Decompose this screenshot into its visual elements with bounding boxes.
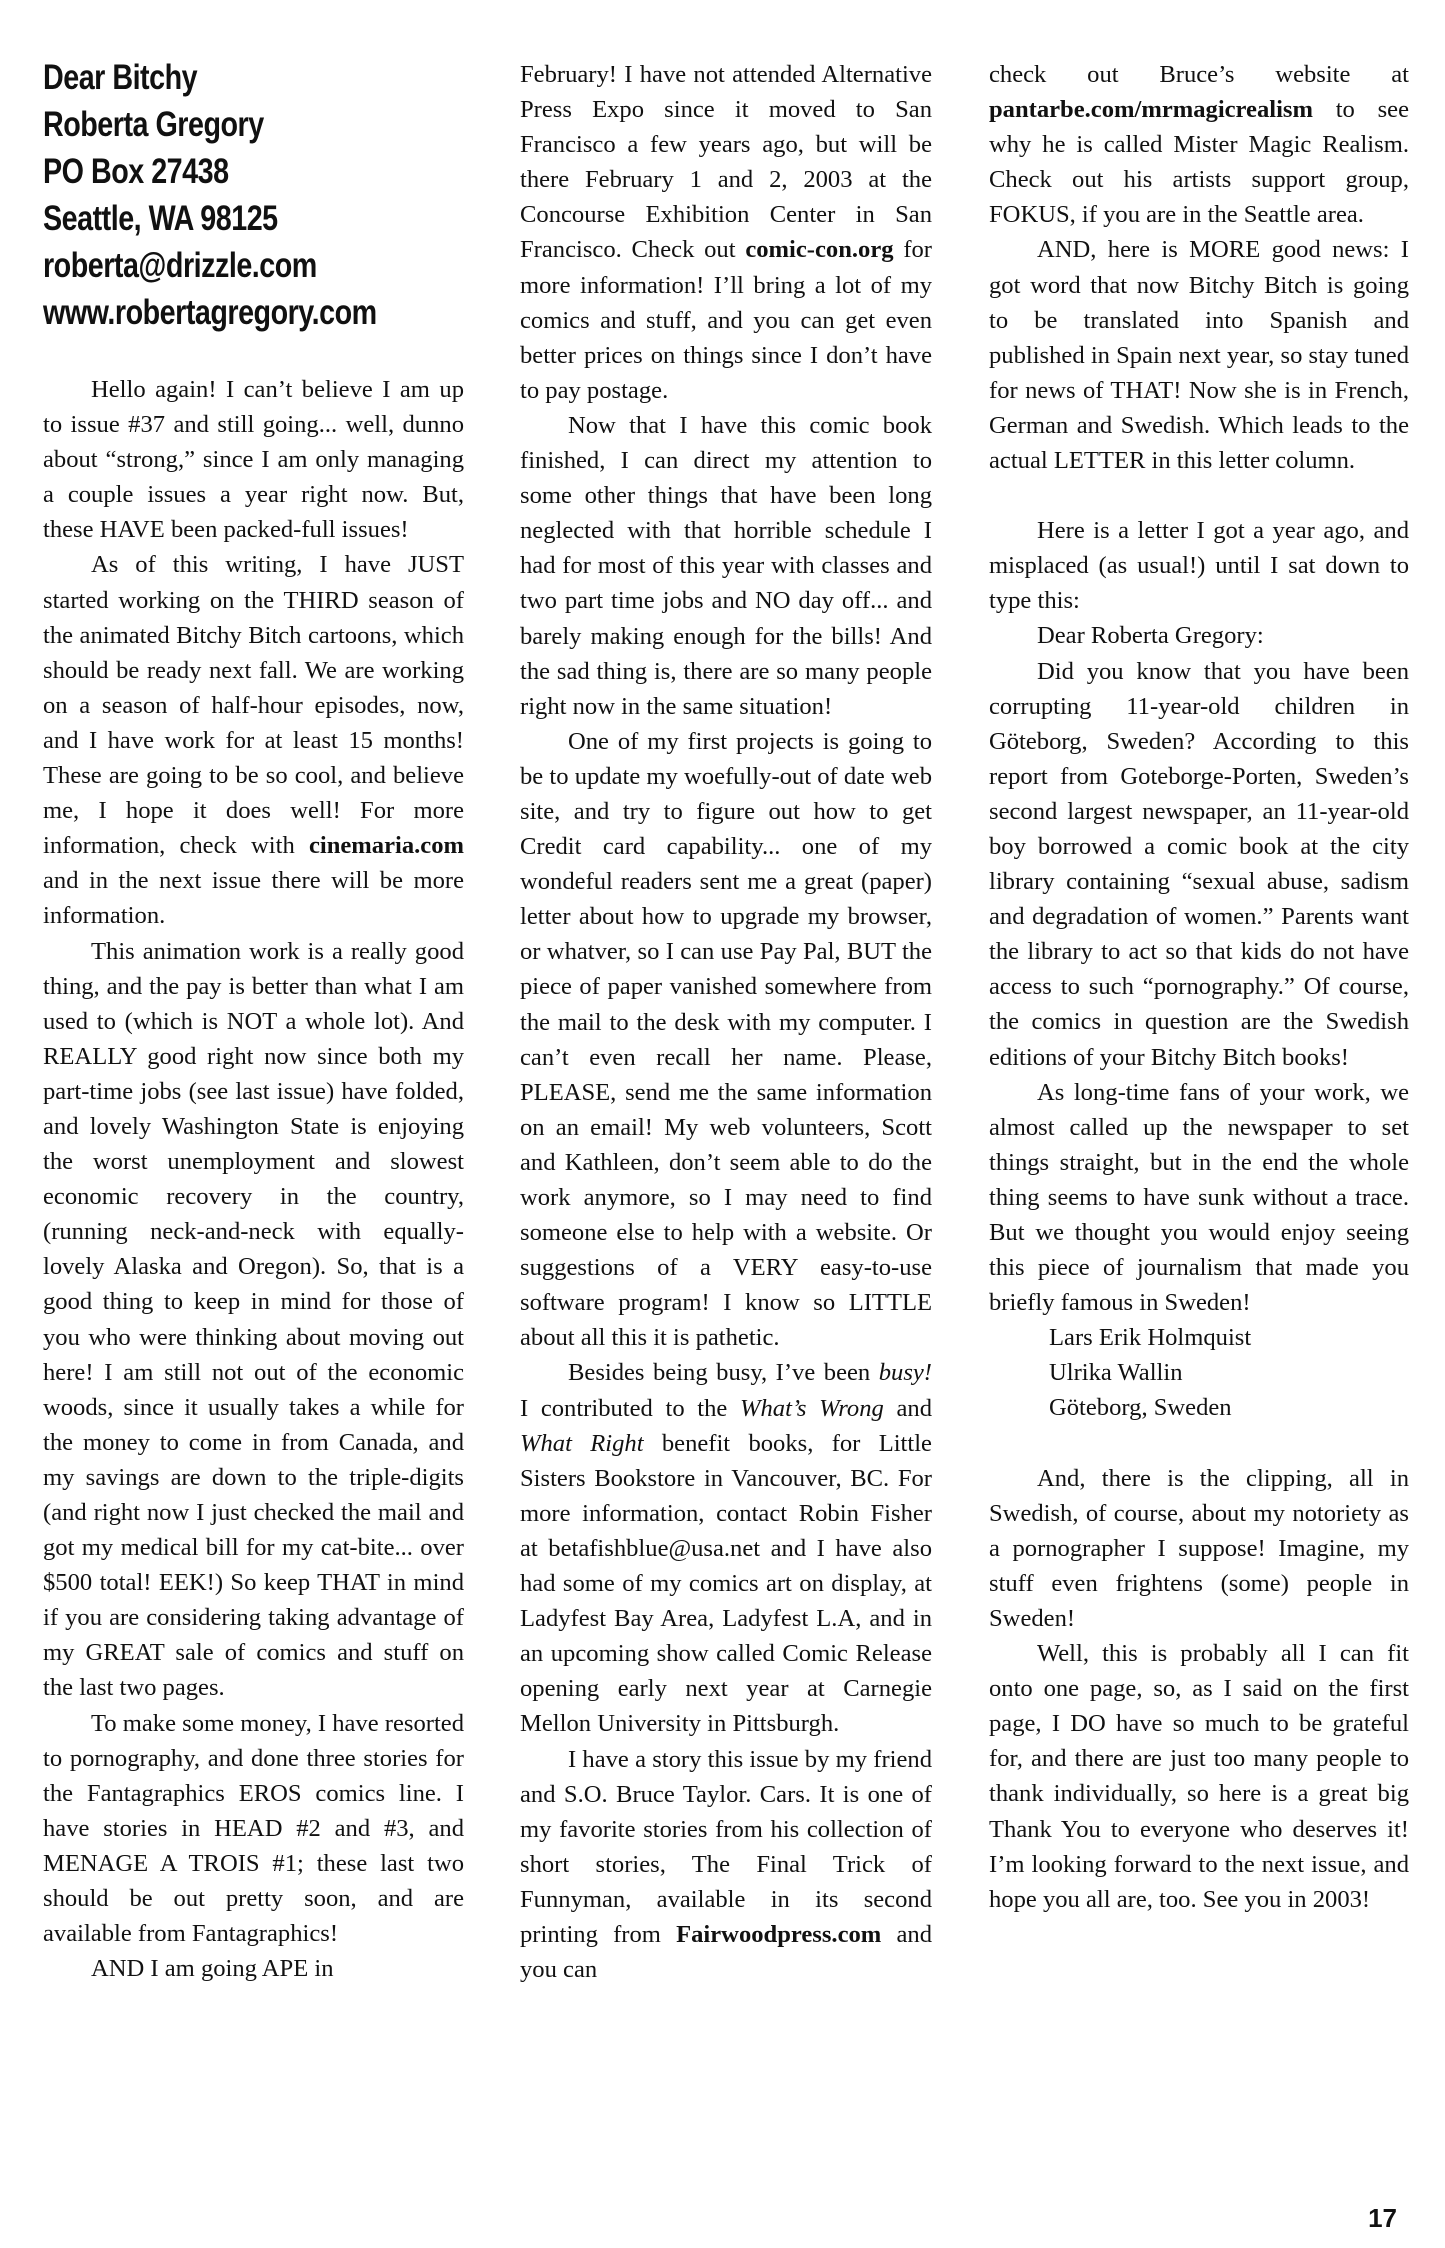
link-comic-con: comic-con.org [745,236,894,264]
address-website: www.robertagregory.com [43,293,377,332]
letter-paragraph: As long-time fans of your work, we almost called up the newspaper to set things straight, but in the end the whole thing seems to have sunk without a trace. But we thought you would enjoy seeing this piece of journalism that made you briefly famous in Sweden! [989,1078,1409,1317]
paragraph: I have a story this issue by my friend and S.O. Bruce Taylor. Cars. It is one of my favorite stories from his collection of short stories, The Final Trick of Funnyman, available in its second printing from Fairwoodpress.com and you can [520,1745,932,1984]
address-email: roberta@drizzle.com [43,246,317,285]
paragraph: And, there is the clipping, all in Swedish, of course, about my notoriety as a pornographer I suppose! Imagine, my stuff even frightens (some) people in Sweden! [989,1464,1409,1632]
letter-salutation: Dear Roberta Gregory: [1037,622,1264,650]
paragraph: Hello again! I can’t believe I am up to issue #37 and still going... well, dunno about “strong,” since I am only managing a couple issues a year right now. But, these HAVE been packed-full issues! [43,376,464,544]
address-line-salutation: Dear Bitchy [43,58,198,97]
paragraph: Now that I have this comic book finished, I can direct my attention to some other things that have been long neglected with that horrible schedule I had for most of this year with classes and two part time jobs and NO day off... and barely making enough for the bills! And the sad thing is, there are so many people right now in the same situation! [520,411,932,720]
paragraph: This animation work is a really good thing, and the pay is better than what I am used to (which is NOT a whole lot). And REALLY good right now since both my part-time jobs (see last issue) have folded, and lovely Washington State is enjoying the worst unemployment and slowest economic recovery in the country, (running neck-and-neck with equally-lovely Alaska and Oregon). So, that is a good thing to keep in mind for those of you who were thinking about moving out here! I am still not out of the economic woods, since it usually takes a while for the money to come in from Canada, and my savings are down to the triple-digits (and right now I just checked the mail and got my medical bill for my cat-bite... over $500 total! EEK!) So keep THAT in mind if you are considering taking advantage of my GREAT sale of comics and stuff on the last two pages. [43,937,464,1702]
letter-signature: Göteborg, Sweden [1049,1394,1232,1422]
paragraph: One of my first projects is going to be to update my woefully-out of date web site, and try to figure out how to get Credit card capability... one of my wondeful readers sent me a great (paper) letter about how to upgrade my browser, or whatver, so I can use Pay Pal, BUT the piece of paper vanished somewhere from the mail to the desk with my computer. I can’t even recall her name. Please, PLEASE, send me the same information on an email! My web volunteers, Scott and Kathleen, don’t seem able to do the work anymore, so I may need to find someone else to help with a website. Or suggestions of a VERY easy-to-use software program! I know so LITTLE about all this it is pathetic. [520,727,932,1352]
paragraph: Besides being busy, I’ve been busy! I contributed to the What’s Wrong and What Right benefit books, for Little Sisters Bookstore in Vancouver, BC. For more information, contact Robin Fisher at betafishblue@usa.net and I have also had some of my comics art on display, at Ladyfest Bay Area, Ladyfest L.A, and in an upcoming show called Comic Release opening early next year at Carnegie Mellon University in Pittsburgh. [520,1359,932,1738]
mailing-address [43,54,469,336]
paragraph: check out Bruce’s website at pantarbe.com/mrmagicrealism to see why he is called Mister Magic Realism. Check out his artists support group, FOKUS, if you are in the Seattle area. [989,61,1409,229]
address-line-city: Seattle, WA 98125 [43,199,278,238]
paragraph: Well, this is probably all I can fit onto one page, so, as I said on the first page, I DO have so much to be grateful for, and there are just too many people to thank individually, so here is a great big Thank You to everyone who deserves it! I’m looking forward to the next issue, and hope you all are, too. See you in 2003! [989,1640,1409,1913]
address-line-po-box: PO Box 27438 [43,152,229,191]
link-fairwoodpress: Fairwoodpress.com [676,1920,882,1948]
letter-signature: Lars Erik Holmquist [1049,1324,1252,1352]
page-number: 17 [1368,2203,1397,2233]
paragraph: Here is a letter I got a year ago, and misplaced (as usual!) until I sat down to type this: [989,517,1409,615]
column-1 [43,54,464,1986]
paragraph: As of this writing, I have JUST started working on the THIRD season of the animated Bitchy Bitch cartoons, which should be ready next fall. We are working on a season of half-hour episodes, now, and I have work for at least 15 months! These are going to be so cool, and believe me, I hope it does well! For more information, check with cinemaria.com and in the next issue there will be more information. [43,551,464,930]
paragraph: AND I am going APE in [91,1955,334,1983]
paragraph: To make some money, I have resorted to pornography, and done three stories for the Fantagraphics EROS comics line. I have stories in HEAD #2 and #3, and MENAGE A TROIS #1; these last two should be out pretty soon, and are available from Fantagraphics! [43,1709,464,1948]
letter-paragraph: Did you know that you have been corrupting 11-year-old children in Göteborg, Sweden? According to this report from Goteborge-Porten, Sweden’s second largest newspaper, an 11-year-old boy borrowed a comic book at the city library containing “sexual abuse, sadism and degradation of women.” Parents want the library to act so that kids do not have access to such “pornography.” Of course, the comics in question are the Swedish editions of your Bitchy Bitch books! [989,657,1409,1071]
paragraph: February! I have not attended Alternative Press Expo since it moved to San Francisco a few years ago, but will be there February 1 and 2, 2003 at the Concourse Exhibition Center in San Francisco. Check out comic-con.org for more information! I’ll bring a lot of my comics and stuff, and you can get even better prices on things since I don’t have to pay postage. [520,61,932,404]
link-cinemaria: cinemaria.com [308,832,464,860]
column-3 [989,57,1409,1917]
address-line-name: Roberta Gregory [43,105,264,144]
link-pantarbe: pantarbe.com/mrmagicrealism [989,96,1313,124]
letter-signature: Ulrika Wallin [1049,1359,1183,1387]
column-2 [520,57,932,1987]
paragraph: AND, here is MORE good news: I got word that now Bitchy Bitch is going to be translated into Spanish and published in Spain next year, so stay tuned for news of THAT! Now she is in French, German and Swedish. Which leads to the actual LETTER in this letter column. [989,236,1409,475]
